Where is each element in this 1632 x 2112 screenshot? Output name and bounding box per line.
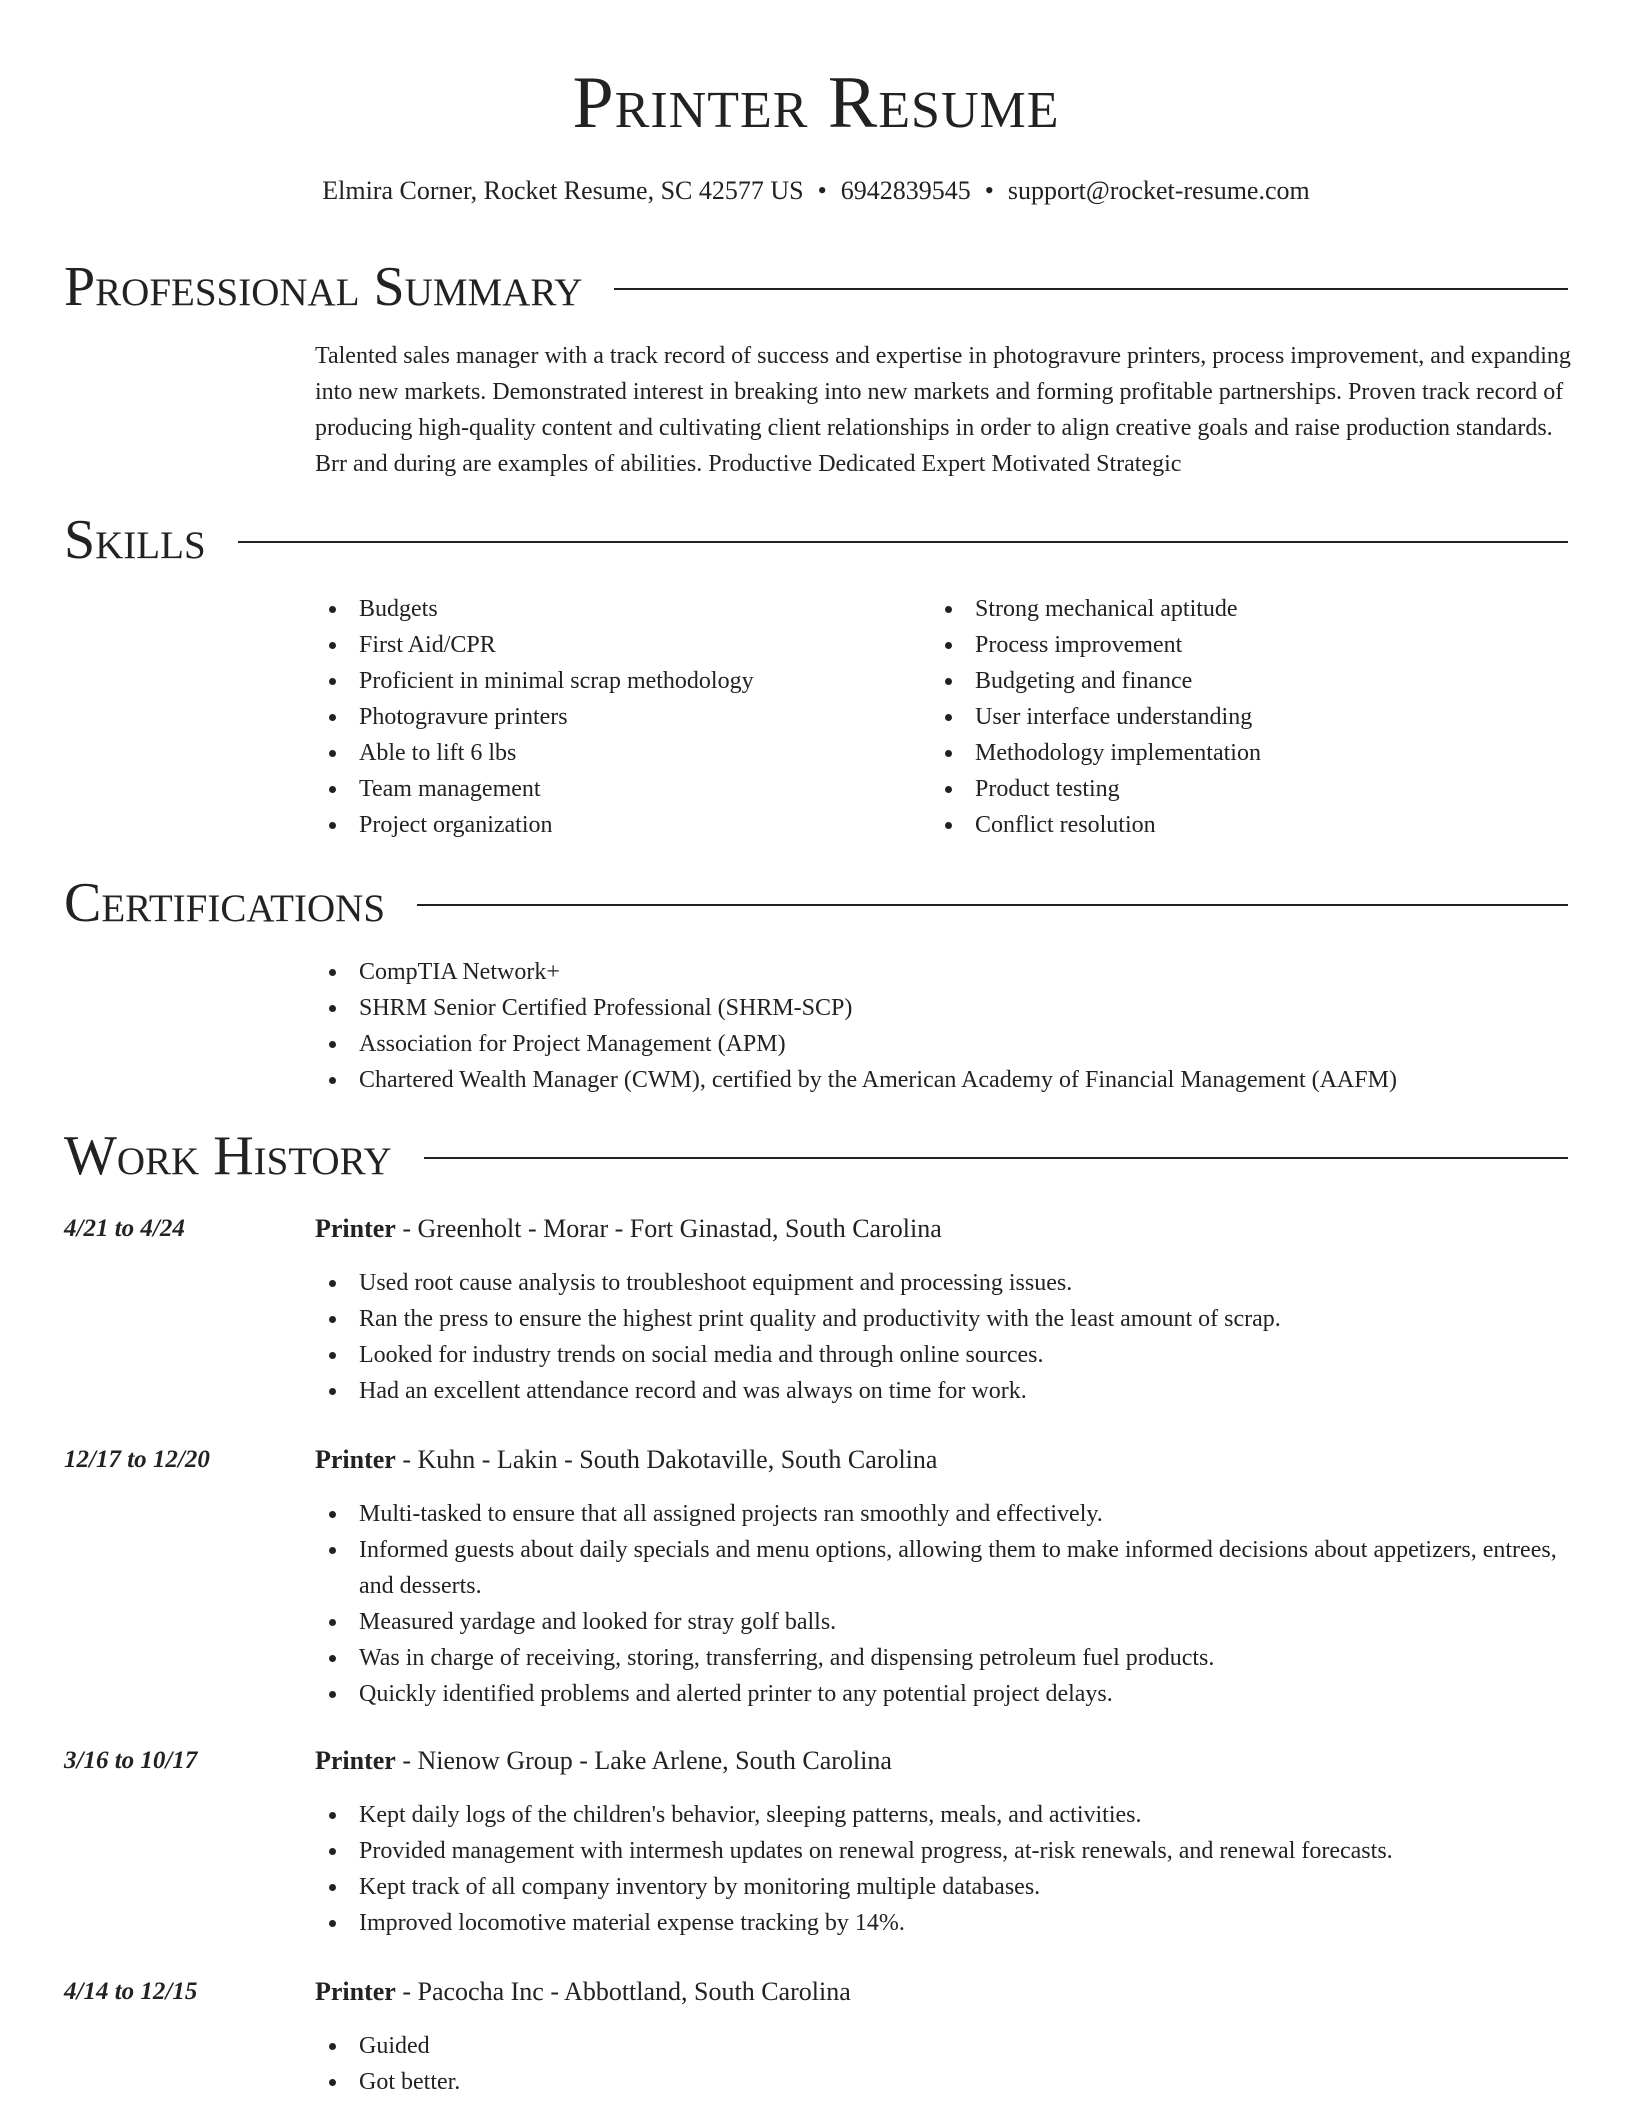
list-item: User interface understanding bbox=[931, 699, 1571, 735]
list-item: Photogravure printers bbox=[315, 699, 915, 735]
skills-section-header bbox=[64, 505, 1568, 575]
list-item: Informed guests about daily specials and menu options, allowing them to make informed decisions about appetizers, entrees, and desserts. bbox=[315, 1532, 1575, 1604]
list-item: Measured yardage and looked for stray golf balls. bbox=[315, 1604, 1575, 1640]
list-item: Product testing bbox=[931, 771, 1571, 807]
skills-heading: Skills bbox=[64, 509, 206, 571]
work-heading: Work History bbox=[64, 1125, 392, 1187]
summary-heading: Professional Summary bbox=[64, 256, 583, 318]
list-item: Budgets bbox=[315, 591, 915, 627]
job-details: - Greenholt - Morar - Fort Ginastad, South Carolina bbox=[395, 1214, 942, 1243]
section-divider bbox=[238, 541, 1568, 543]
skills-right-list bbox=[931, 591, 1571, 843]
list-item: Conflict resolution bbox=[931, 807, 1571, 843]
section-divider bbox=[614, 288, 1568, 290]
job-bullet-list bbox=[315, 1496, 1575, 1712]
list-item: CompTIA Network+ bbox=[315, 954, 1575, 990]
list-item: Team management bbox=[315, 771, 915, 807]
job-dates: 4/21 to 4/24 bbox=[64, 1215, 185, 1242]
contact-email[interactable]: support@rocket-resume.com bbox=[1007, 176, 1310, 205]
list-item: Association for Project Management (APM) bbox=[315, 1026, 1575, 1062]
job-details: - Pacocha Inc - Abbottland, South Carolina bbox=[395, 1977, 851, 2006]
list-item: Budgeting and finance bbox=[931, 663, 1571, 699]
contact-address: Elmira Corner, Rocket Resume, SC 42577 US bbox=[322, 176, 804, 205]
job-details: - Kuhn - Lakin - South Dakotaville, South Carolina bbox=[395, 1445, 938, 1474]
job-heading bbox=[315, 1743, 892, 1779]
list-item: Kept daily logs of the children's behavior, sleeping patterns, meals, and activities. bbox=[315, 1797, 1575, 1833]
certifications-list bbox=[315, 954, 1575, 1098]
summary-section-header bbox=[64, 252, 1568, 322]
skills-left-column bbox=[315, 591, 915, 843]
section-divider bbox=[424, 1157, 1568, 1159]
list-item: Methodology implementation bbox=[931, 735, 1571, 771]
list-item: Strong mechanical aptitude bbox=[931, 591, 1571, 627]
list-item: Process improvement bbox=[931, 627, 1571, 663]
job-bullets bbox=[315, 1496, 1575, 1712]
list-item: Ran the press to ensure the highest print quality and productivity with the least amount of scrap. bbox=[315, 1301, 1575, 1337]
certifications-section-header bbox=[64, 868, 1568, 938]
list-item: Able to lift 6 lbs bbox=[315, 735, 915, 771]
job-bullets bbox=[315, 1797, 1575, 1941]
list-item: Was in charge of receiving, storing, transferring, and dispensing petroleum fuel products. bbox=[315, 1640, 1575, 1676]
list-item: Improved locomotive material expense tracking by 14%. bbox=[315, 1905, 1575, 1941]
list-item: Kept track of all company inventory by monitoring multiple databases. bbox=[315, 1869, 1575, 1905]
skills-right-column bbox=[931, 591, 1571, 843]
contact-separator: • bbox=[817, 176, 827, 205]
list-item: Chartered Wealth Manager (CWM), certified by the American Academy of Financial Management (AAFM) bbox=[315, 1062, 1575, 1098]
job-role: Printer bbox=[315, 1977, 396, 2006]
list-item: Used root cause analysis to troubleshoot equipment and processing issues. bbox=[315, 1265, 1575, 1301]
resume-title: Printer Resume bbox=[572, 62, 1060, 144]
job-role: Printer bbox=[315, 1746, 396, 1775]
list-item: Looked for industry trends on social media and through online sources. bbox=[315, 1337, 1575, 1373]
job-bullet-list bbox=[315, 2028, 1575, 2100]
job-heading bbox=[315, 1211, 942, 1247]
contact-phone: 6942839545 bbox=[840, 176, 971, 205]
list-item: Proficient in minimal scrap methodology bbox=[315, 663, 915, 699]
job-bullet-list bbox=[315, 1265, 1575, 1409]
section-divider bbox=[417, 904, 1568, 906]
certifications-heading: Certifications bbox=[64, 872, 386, 934]
job-role: Printer bbox=[315, 1214, 396, 1243]
list-item: Guided bbox=[315, 2028, 1575, 2064]
job-role: Printer bbox=[315, 1445, 396, 1474]
contact-separator: • bbox=[984, 176, 994, 205]
job-details: - Nienow Group - Lake Arlene, South Carolina bbox=[395, 1746, 892, 1775]
job-dates: 3/16 to 10/17 bbox=[64, 1747, 198, 1774]
job-dates: 12/17 to 12/20 bbox=[64, 1446, 210, 1473]
summary-text: Talented sales manager with a track record of success and expertise in photogravure printers, process improvement, and expanding into new markets. Demonstrated interest in breaking into new markets and forming profitable partnerships. Proven track record of producing high-quality content and cultivating client relationships in order to align creative goals and raise production standards. Brr and during are examples of abilities. Productive Dedicated Expert Motivated Strategic bbox=[315, 343, 1571, 477]
job-bullets bbox=[315, 1265, 1575, 1409]
certifications-column bbox=[315, 954, 1575, 1098]
list-item: Project organization bbox=[315, 807, 915, 843]
list-item: SHRM Senior Certified Professional (SHRM-SCP) bbox=[315, 990, 1575, 1026]
job-heading bbox=[315, 1974, 851, 2010]
job-bullets bbox=[315, 2028, 1575, 2100]
list-item: First Aid/CPR bbox=[315, 627, 915, 663]
list-item: Multi-tasked to ensure that all assigned projects ran smoothly and effectively. bbox=[315, 1496, 1575, 1532]
job-heading bbox=[315, 1442, 937, 1478]
list-item: Quickly identified problems and alerted printer to any potential project delays. bbox=[315, 1676, 1575, 1712]
contact-line bbox=[0, 174, 1632, 208]
skills-left-list bbox=[315, 591, 915, 843]
list-item: Had an excellent attendance record and was always on time for work. bbox=[315, 1373, 1575, 1409]
job-dates: 4/14 to 12/15 bbox=[64, 1978, 198, 2005]
work-section-header bbox=[64, 1121, 1568, 1191]
list-item: Got better. bbox=[315, 2064, 1575, 2100]
job-bullet-list bbox=[315, 1797, 1575, 1941]
list-item: Provided management with intermesh updates on renewal progress, at-risk renewals, and renewal forecasts. bbox=[315, 1833, 1575, 1869]
